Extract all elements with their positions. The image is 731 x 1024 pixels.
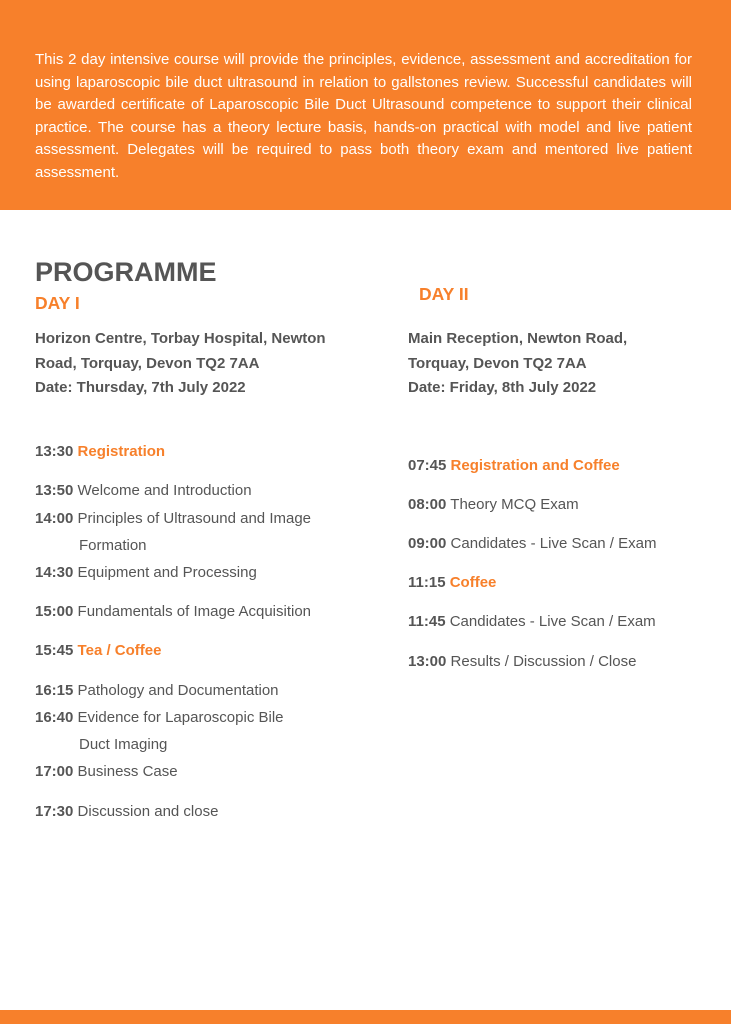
schedule-item <box>35 677 279 704</box>
schedule-item <box>408 569 496 596</box>
schedule-label: Theory MCQ Exam <box>450 496 579 513</box>
day2-venue <box>408 327 627 401</box>
schedule-item <box>35 438 165 465</box>
schedule-time: 17:30 <box>35 803 74 820</box>
schedule-time: 14:30 <box>35 564 74 581</box>
schedule-item <box>35 477 252 504</box>
page-title: PROGRAMME <box>35 257 217 287</box>
schedule-item <box>35 559 257 586</box>
schedule-label: Evidence for Laparoscopic Bile <box>77 709 284 726</box>
schedule-item <box>408 491 579 518</box>
schedule-label: Equipment and Processing <box>77 564 257 581</box>
schedule-item <box>35 505 311 559</box>
schedule-item <box>408 530 656 557</box>
venue-line: Torquay, Devon TQ2 7AA <box>408 354 587 372</box>
schedule-time: 16:15 <box>35 682 74 699</box>
schedule-time: 15:45 <box>35 642 74 659</box>
schedule-label: Registration <box>77 443 166 460</box>
schedule-label-continued: Formation <box>79 537 147 554</box>
schedule-label: Business Case <box>77 763 178 780</box>
footer-bar <box>0 1010 731 1024</box>
day1-heading: DAY I <box>35 293 80 313</box>
schedule-label: Coffee <box>449 574 497 591</box>
schedule-time: 08:00 <box>408 496 447 513</box>
day1-venue <box>35 327 326 401</box>
course-description: This 2 day intensive course will provide the principles, evidence, assessment and accreditation for using laparoscopic bile duct ultrasound in relation to gallstones review. Successful candidates will be awarded certificate of Laparoscopic Bile Duct Ultrasound competence to support their clinical practice. The course has a theory lecture basis, hands-on practical with model and live patient assessment. Delegates will be required to pass both theory exam and mentored live patient assessment. <box>35 51 692 181</box>
schedule-time: 11:15 <box>408 574 446 591</box>
event-date: Date: Thursday, 7th July 2022 <box>35 379 246 396</box>
schedule-time: 13:30 <box>35 443 74 460</box>
schedule-item <box>408 452 620 479</box>
intro-banner <box>0 0 731 210</box>
schedule-time: 13:50 <box>35 482 74 499</box>
schedule-item <box>35 598 311 625</box>
venue-line: Horizon Centre, Torbay Hospital, Newton <box>35 330 326 347</box>
venue-line: Road, Torquay, Devon TQ2 7AA <box>35 354 260 372</box>
schedule-time: 17:00 <box>35 763 74 780</box>
schedule-time: 07:45 <box>408 457 447 474</box>
schedule-time: 09:00 <box>408 535 447 552</box>
schedule-item <box>408 648 636 675</box>
schedule-label: Discussion and close <box>77 803 219 820</box>
schedule-item <box>408 608 656 635</box>
schedule-time: 13:00 <box>408 653 447 670</box>
schedule-item <box>35 637 161 664</box>
schedule-label: Tea / Coffee <box>77 642 162 659</box>
schedule-label: Pathology and Documentation <box>77 682 279 699</box>
venue-line: Main Reception, Newton Road, <box>408 330 628 347</box>
schedule-label: Candidates - Live Scan / Exam <box>450 535 657 552</box>
schedule-item <box>35 758 178 785</box>
schedule-label: Principles of Ultrasound and Image <box>77 510 312 527</box>
schedule-time: 16:40 <box>35 709 74 726</box>
event-date: Date: Friday, 8th July 2022 <box>408 379 597 396</box>
schedule-label: Fundamentals of Image Acquisition <box>77 603 312 620</box>
day2-heading: DAY II <box>419 284 469 304</box>
schedule-label: Results / Discussion / Close <box>450 653 637 670</box>
schedule-item <box>35 798 218 825</box>
schedule-item <box>35 704 284 758</box>
schedule-time: 11:45 <box>408 613 446 630</box>
schedule-label: Welcome and Introduction <box>77 482 252 499</box>
schedule-time: 15:00 <box>35 603 74 620</box>
schedule-label: Registration and Coffee <box>450 457 620 474</box>
schedule-label-continued: Duct Imaging <box>79 736 168 753</box>
schedule-time: 14:00 <box>35 510 74 527</box>
schedule-label: Candidates - Live Scan / Exam <box>449 613 656 630</box>
